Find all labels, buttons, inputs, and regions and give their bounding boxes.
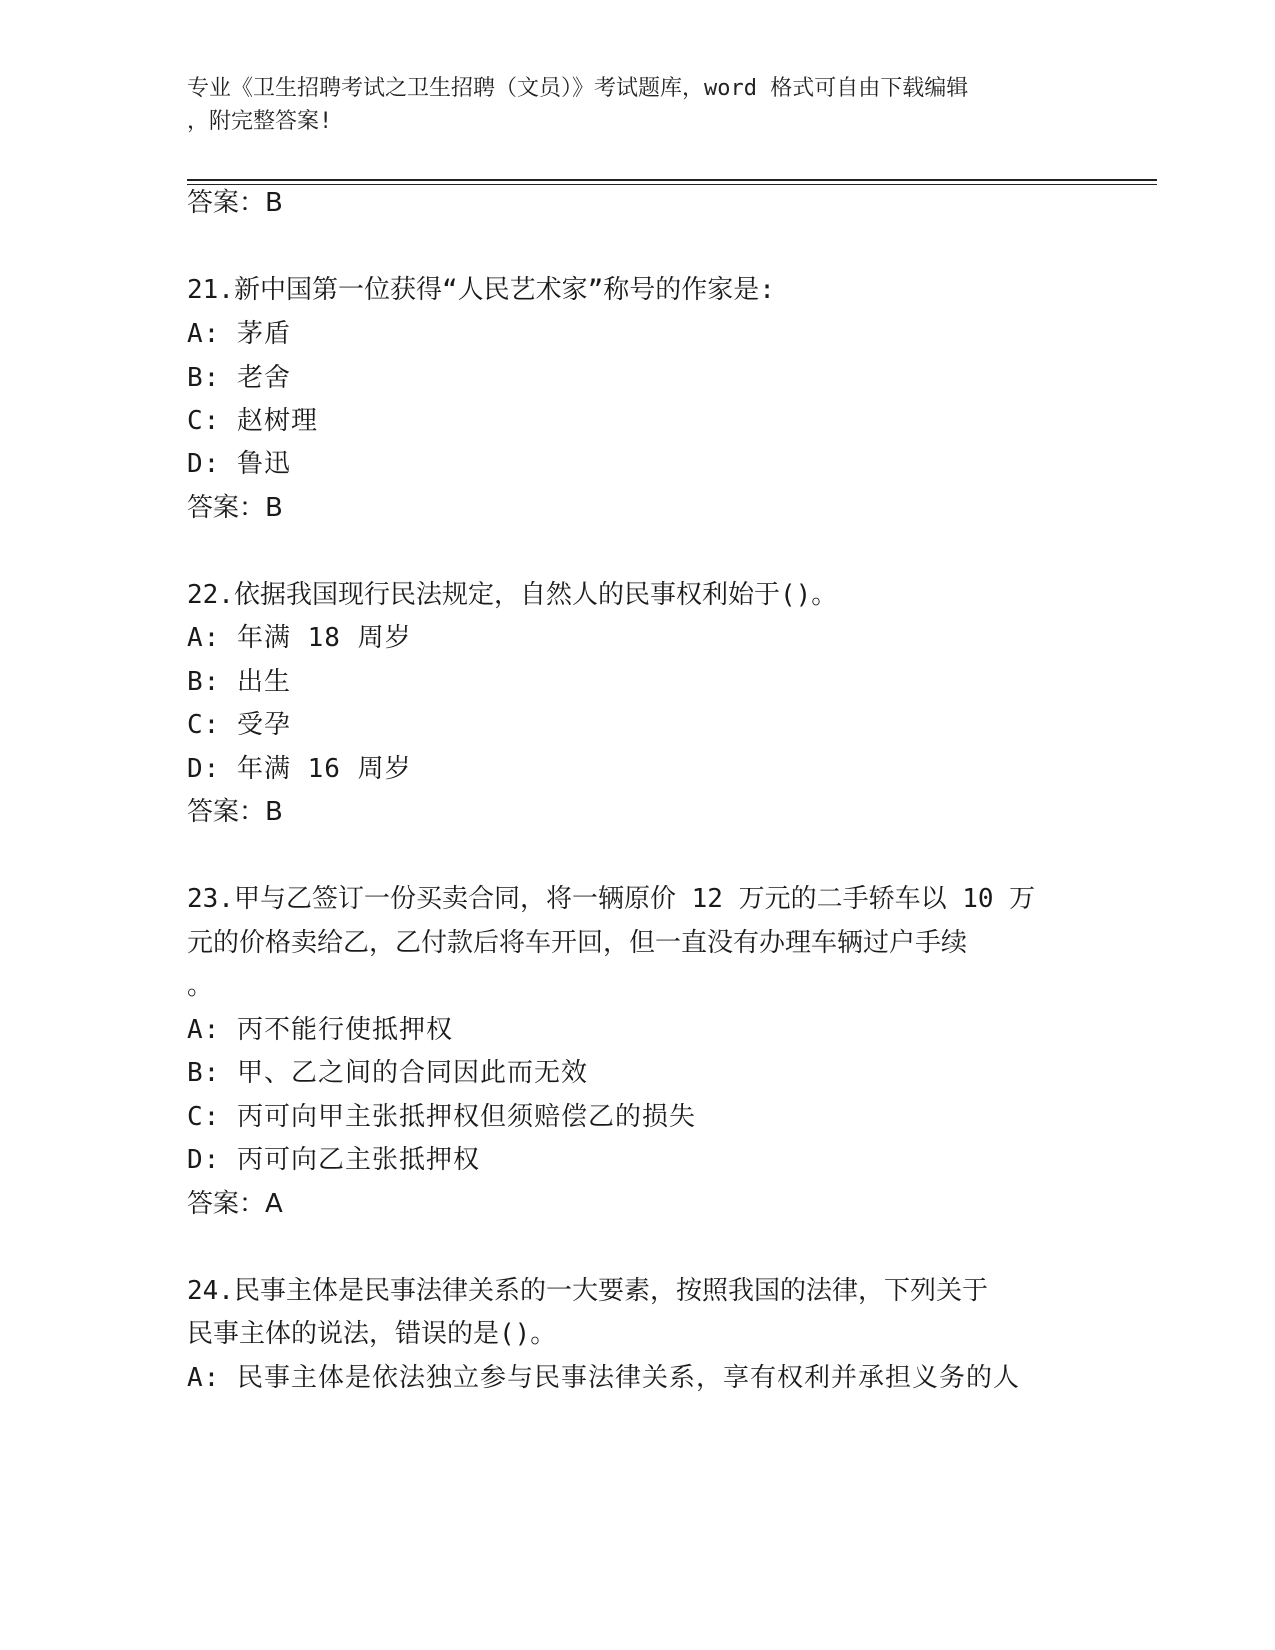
question-23-option-a: A: 丙不能行使抵押权 xyxy=(187,1015,453,1045)
question-23-stem-line-1: 23.甲与乙签订一份买卖合同，将一辆原价 12 万元的二手轿车以 10 万 xyxy=(187,884,1036,914)
question-21-option-c: C: 赵树理 xyxy=(187,406,318,436)
question-22-option-a: A: 年满 18 周岁 xyxy=(187,623,412,653)
question-23-option-c: C: 丙可向甲主张抵押权但须赔偿乙的损失 xyxy=(187,1102,696,1132)
question-21-option-a: A: 茅盾 xyxy=(187,319,291,349)
header-divider-thin xyxy=(187,184,1157,185)
question-23-answer: 答案：A xyxy=(187,1189,283,1219)
question-24-stem-line-2: 民事主体的说法，错误的是()。 xyxy=(187,1319,557,1349)
question-22-option-b: B: 出生 xyxy=(187,667,291,697)
document-header xyxy=(187,72,1067,138)
question-24-stem-line-1: 24.民事主体是民事法律关系的一大要素，按照我国的法律，下列关于 xyxy=(187,1276,988,1306)
question-21-option-d: D: 鲁迅 xyxy=(187,449,291,479)
question-22-option-c: C: 受孕 xyxy=(187,710,291,740)
header-divider-thick xyxy=(187,179,1157,181)
question-22-answer: 答案：B xyxy=(187,797,283,827)
question-23-option-b: B: 甲、乙之间的合同因此而无效 xyxy=(187,1058,588,1088)
question-21-option-b: B: 老舍 xyxy=(187,363,291,393)
question-23-stem-line-3: 。 xyxy=(187,971,214,1001)
question-22-stem: 22.依据我国现行民法规定，自然人的民事权利始于()。 xyxy=(187,580,838,610)
question-23-option-d: D: 丙可向乙主张抵押权 xyxy=(187,1145,480,1175)
answer-line: 答案：B xyxy=(187,188,283,218)
question-22-option-d: D: 年满 16 周岁 xyxy=(187,754,412,784)
question-21-stem: 21.新中国第一位获得“人民艺术家”称号的作家是: xyxy=(187,275,775,305)
question-24-option-a: A: 民事主体是依法独立参与民事法律关系，享有权利并承担义务的人 xyxy=(187,1363,1020,1393)
question-21-answer: 答案：B xyxy=(187,493,283,523)
question-23-stem-line-2: 元的价格卖给乙，乙付款后将车开回，但一直没有办理车辆过户手续 xyxy=(187,928,968,958)
header-line-1: 专业《卫生招聘考试之卫生招聘（文员）》考试题库，word 格式可自由下载编辑 xyxy=(187,76,969,101)
header-line-2: ，附完整答案! xyxy=(187,109,333,134)
